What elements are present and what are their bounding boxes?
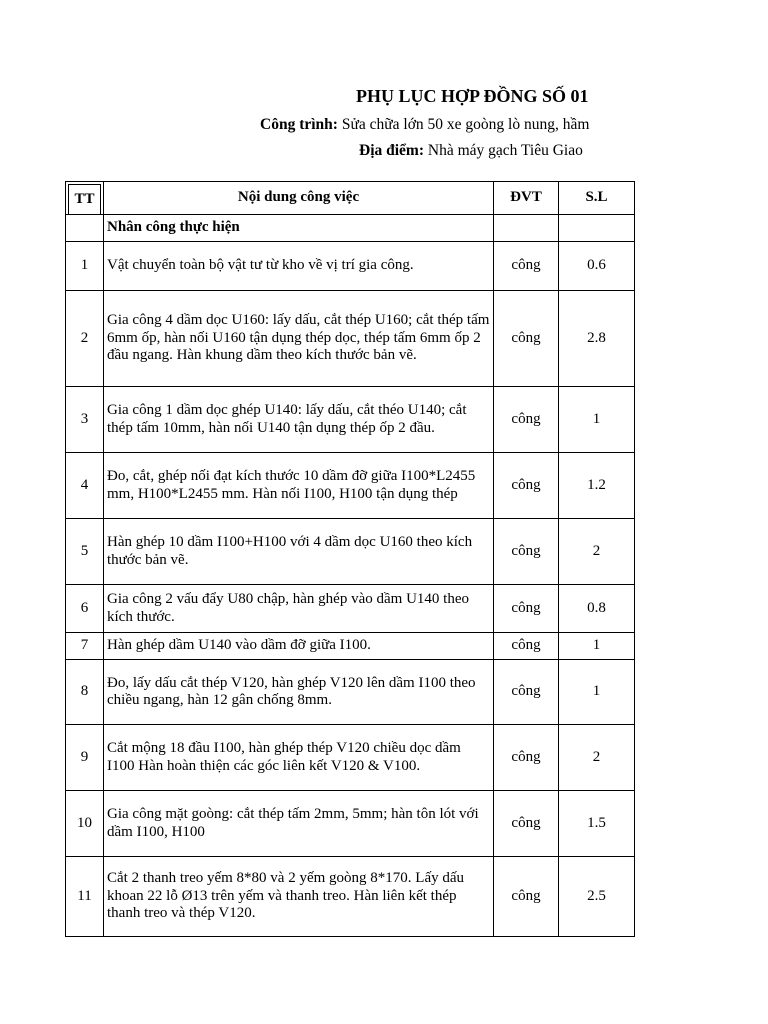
table-row [66,791,635,857]
row-tt: 11 [66,857,104,937]
section-tt-cell [66,215,104,242]
row-qty: 1 [559,633,635,660]
header-content: Nội dung công việc [104,182,494,215]
table-row [66,857,635,937]
location-value: Nhà máy gạch Tiêu Giao [427,142,583,159]
row-tt: 1 [66,242,104,291]
row-unit: công [494,791,559,857]
header-qty: S.L [559,182,635,215]
row-unit: công [494,725,559,791]
row-unit: công [494,387,559,453]
table-row [66,387,635,453]
document-title: PHỤ LỤC HỢP ĐỒNG SỐ 01 [356,86,589,106]
row-content: Gia công mặt goòng: cắt thép tấm 2mm, 5mm; hàn tôn lót với dầm I100, H100 [104,791,494,857]
row-content: Cắt 2 thanh treo yếm 8*80 và 2 yếm goòng 8*170. Lấy dấu khoan 22 lỗ Ø13 trên yếm và thanh treo. Hàn liên kết thép thanh treo và thép V120. [104,857,494,937]
row-tt: 4 [66,453,104,519]
header-unit: ĐVT [494,182,559,215]
row-unit: công [494,291,559,387]
row-unit: công [494,585,559,633]
table-row [66,519,635,585]
table-header-row [66,182,635,215]
row-qty: 2 [559,519,635,585]
row-qty: 0.8 [559,585,635,633]
section-label: Nhân công thực hiện [104,215,494,242]
section-row [66,215,635,242]
row-content: Hàn ghép 10 dầm I100+H100 với 4 dầm dọc U160 theo kích thước bản vẽ. [104,519,494,585]
row-qty: 1 [559,660,635,725]
row-qty: 1 [559,387,635,453]
row-content: Đo, cắt, ghép nối đạt kích thước 10 dầm đỡ giữa I100*L2455 mm, H100*L2455 mm. Hàn nối I100, H100 tận dụng thép [104,453,494,519]
row-tt: 9 [66,725,104,791]
row-content: Gia công 2 vấu đẩy U80 chập, hàn ghép vào dầm U140 theo kích thước. [104,585,494,633]
row-content: Gia công 4 dầm dọc U160: lấy dấu, cắt thép U160; cắt thép tấm 6mm ốp, hàn nối U160 tận dụng thép dọc, thép tấm 6mm ốp 2 đầu ngang. Hàn khung dầm theo kích thước bản vẽ. [104,291,494,387]
project-label: Công trình: [260,116,338,133]
row-tt: 5 [66,519,104,585]
row-tt: 7 [66,633,104,660]
row-content: Cắt mộng 18 đầu I100, hàn ghép thép V120 chiều dọc dầm I100 Hàn hoàn thiện các góc liên kết V120 & V100. [104,725,494,791]
row-unit: công [494,633,559,660]
row-tt: 10 [66,791,104,857]
row-unit: công [494,519,559,585]
row-content: Vật chuyển toàn bộ vật tư từ kho về vị trí gia công. [104,242,494,291]
row-qty: 1.5 [559,791,635,857]
row-content: Gia công 1 dầm dọc ghép U140: lấy dấu, cắt théo U140; cắt thép tấm 10mm, hàn nối U140 tận dụng thép ốp 2 đầu. [104,387,494,453]
table-row [66,725,635,791]
row-tt: 6 [66,585,104,633]
table-row [66,291,635,387]
header-tt [66,182,104,215]
row-unit: công [494,857,559,937]
row-content: Hàn ghép dầm U140 vào dầm đỡ giữa I100. [104,633,494,660]
table-row [66,453,635,519]
row-unit: công [494,453,559,519]
section-unit-cell [494,215,559,242]
row-qty: 2 [559,725,635,791]
work-items-table [65,181,635,937]
row-unit: công [494,660,559,725]
row-qty: 2.8 [559,291,635,387]
header-tt-label: TT [68,184,101,214]
row-qty: 2.5 [559,857,635,937]
row-qty: 0.6 [559,242,635,291]
row-unit: công [494,242,559,291]
table-row [66,660,635,725]
row-content: Đo, lấy dấu cắt thép V120, hàn ghép V120 lên dầm I100 theo chiều ngang, hàn 12 gân chống 8mm. [104,660,494,725]
table-row [66,633,635,660]
row-qty: 1.2 [559,453,635,519]
row-tt: 2 [66,291,104,387]
table-row [66,242,635,291]
project-value: Sửa chữa lớn 50 xe goòng lò nung, hầm [341,116,590,133]
row-tt: 3 [66,387,104,453]
location-line [0,142,634,164]
project-line [0,116,634,138]
row-tt: 8 [66,660,104,725]
location-label: Địa điểm: [359,142,425,159]
table-row [66,585,635,633]
section-qty-cell [559,215,635,242]
